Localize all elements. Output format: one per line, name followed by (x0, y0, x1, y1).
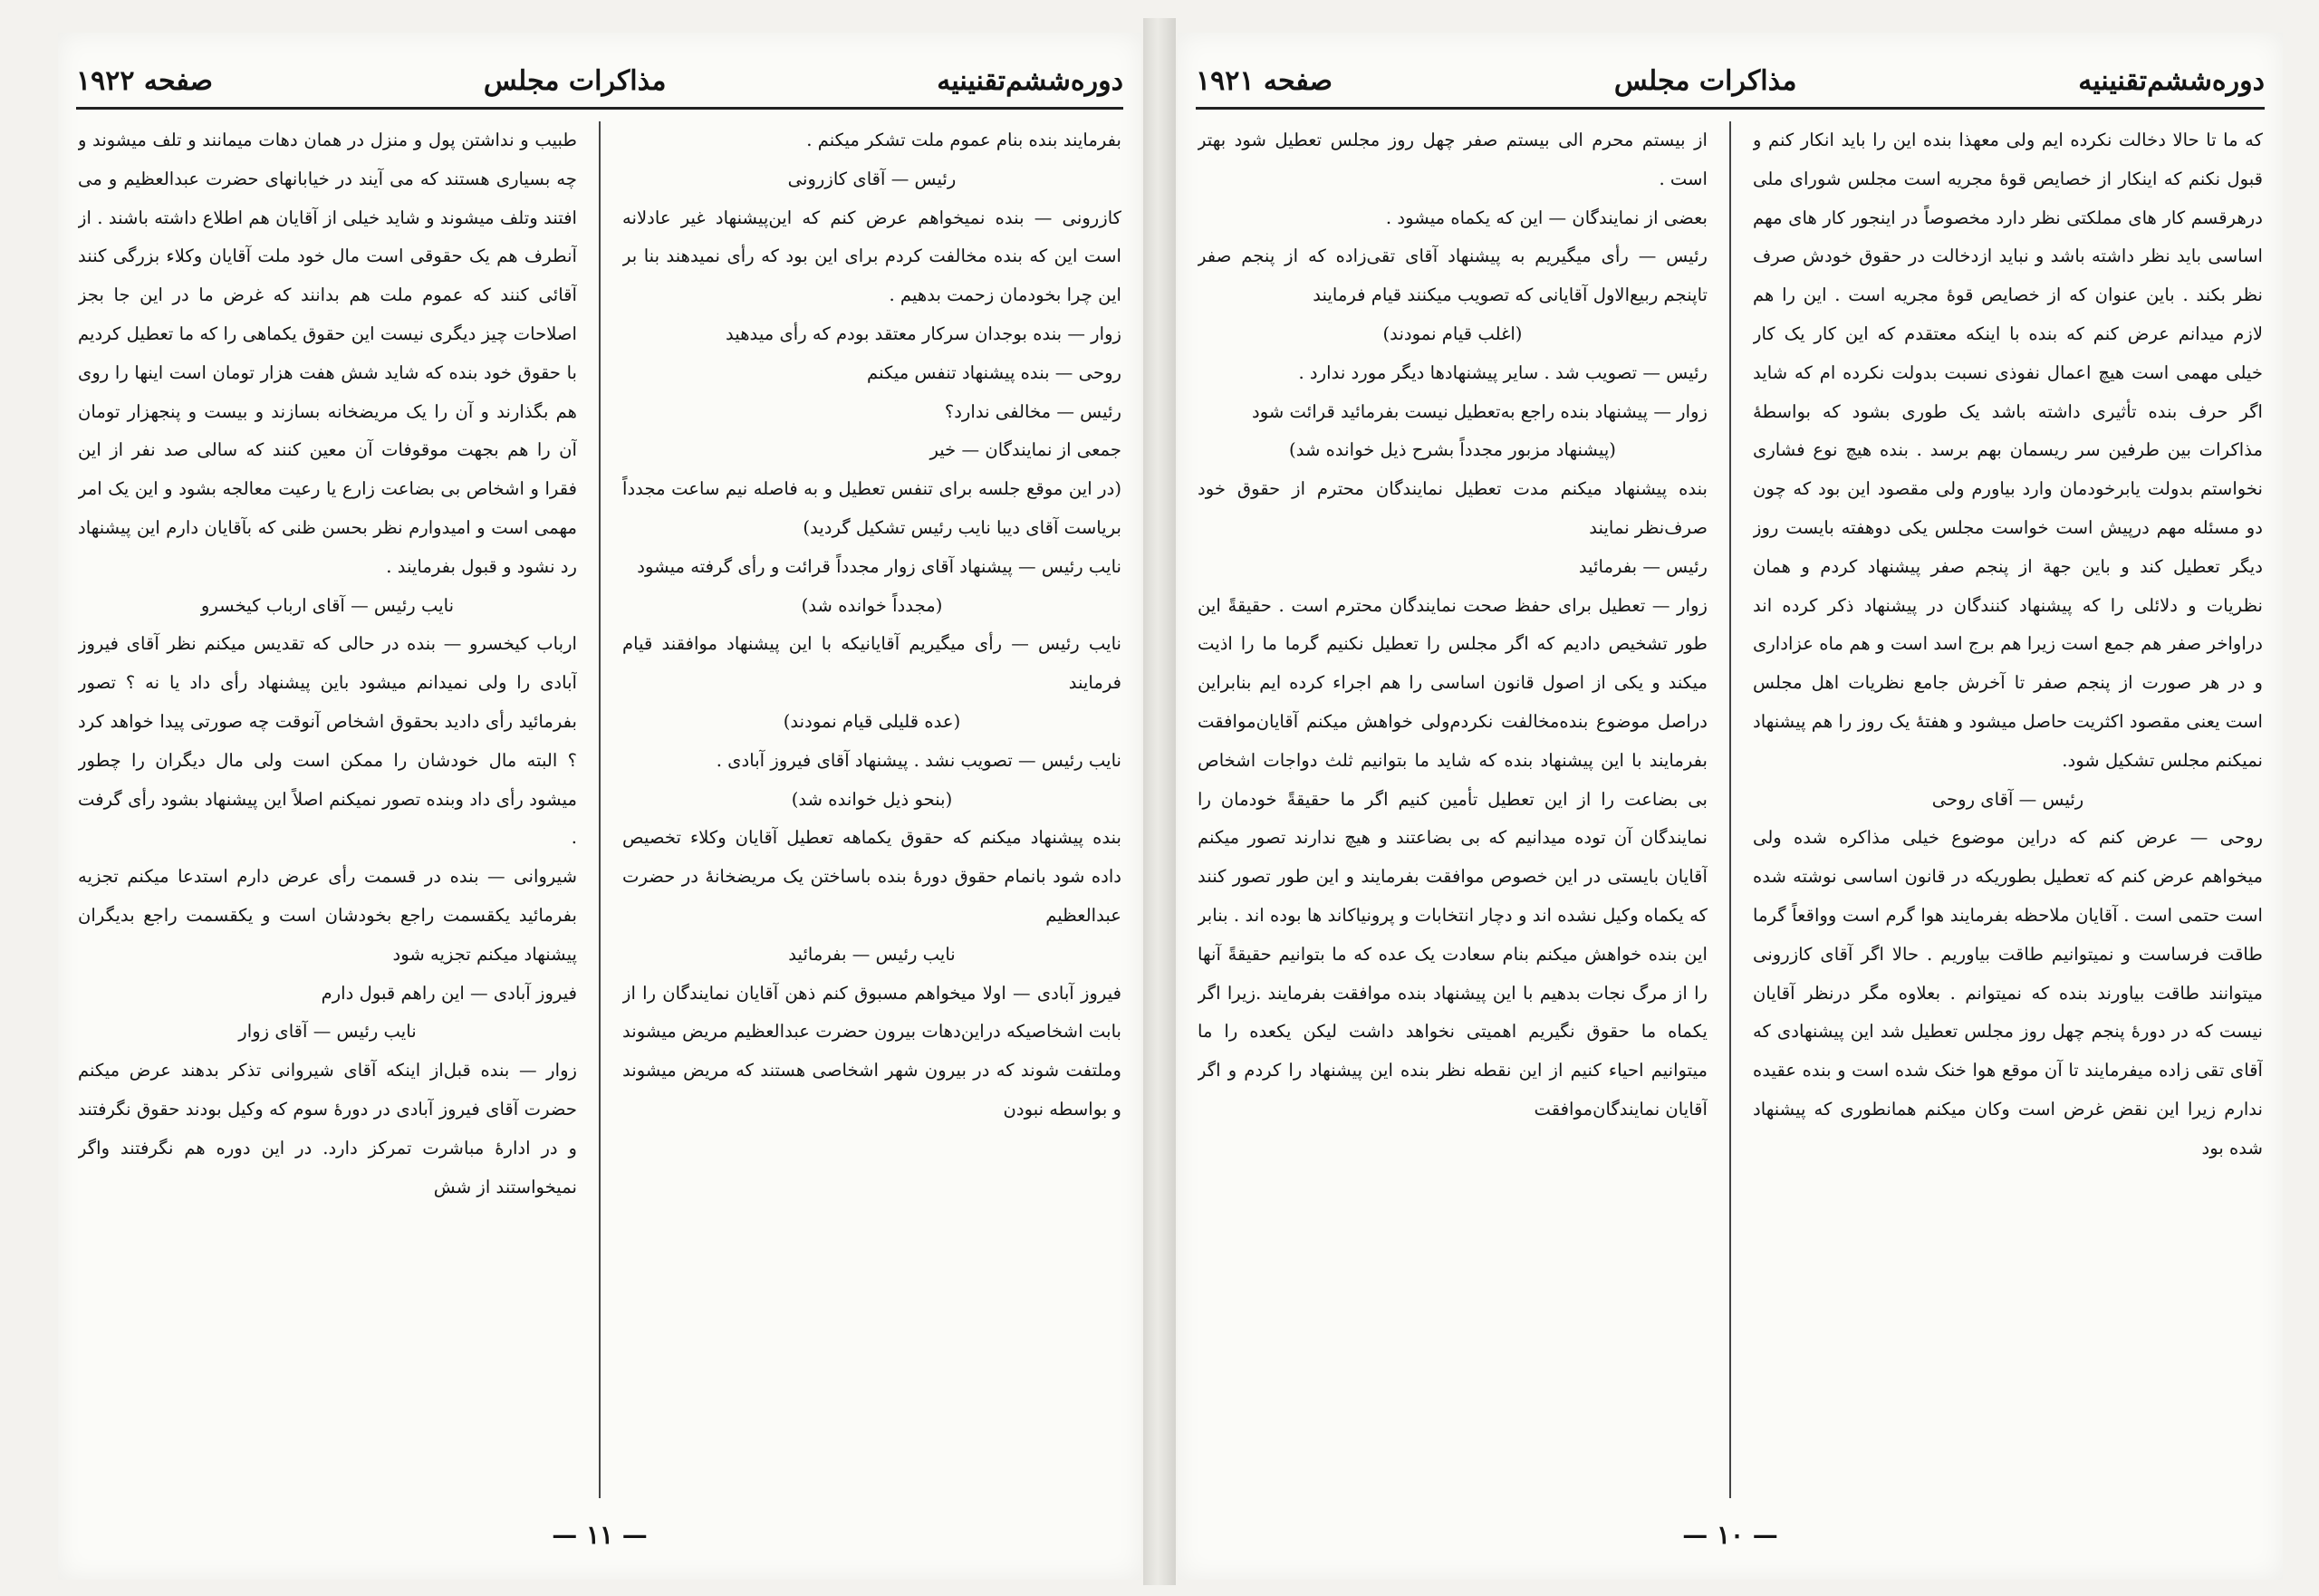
paragraph: کازرونی — بنده نمیخواهم عرض کنم که این‌پیشنهاد غیر عادلانه است این که بنده مخالفت کردم برای این بود که رأی نمیدهند بنا بر این چرا بخودمان زحمت بدهیم . (622, 207, 1121, 306)
paragraph: نایب رئیس — پیشنهاد آقای زوار مجدداً قرائت و رأی گرفته میشود (637, 555, 1121, 577)
paragraph: روحی — عرض کنم که دراین موضوع خیلی مذاکره شده ولی میخواهم عرض کنم که تعطیل بطوریکه در قانون اساسی نوشته شده است حتمی است . آقایان ملاحظه بفرمایند هوا گرم است وواقعاً گرما طاقت فرساست و نمیتوانیم طاقت بیاوریم . حالا اگر آقای کازرونی میتوانند طاقت بیاورند بنده که نمیتوانم . بعلاوه مگر درنظر آقایان نیست که در دورهٔ پنجم چهل روز مجلس تعطیل شد این پیشنهادی که آقای تقی زاده میفرمایند تا آن موقع هوا خنک شده است و بنده عقیده ندارم زیرا این نقض غرض است وکان میکنم همانطوری که پیشنهاد شده بود (1753, 827, 2263, 1159)
paragraph: بنده پیشنهاد میکنم مدت تعطیل نمایندگان محترم از حقوق خود صرف‌نظر نمایند (1198, 478, 1708, 538)
paragraph: شیروانی — بنده در قسمت رأی عرض دارم استدعا میکنم تجزیه بفرمائید یکقسمت راجع بخودشان است و یکقسمت راجع بدیگران پیشنهاد میکنم تجزیه شود (78, 866, 577, 965)
page-footer: — ۱۱ — (552, 1520, 648, 1550)
paragraph: زوار — بنده بوجدان سرکار معتقد بودم که رأی میدهید (726, 322, 1121, 344)
stage-direction: (اغلب قیام نمودند) (1382, 322, 1523, 344)
proceedings-title: مذاکرات مجلس (483, 64, 667, 97)
paragraph: بعضی از نمایندگان — این که یکماه میشود . (1385, 207, 1708, 228)
paragraph: زوار — تعطیل برای حفظ صحت نمایندگان محترم است . حقیقةً این طور تشخیص دادیم که اگر مجلس را تعطیل نکنیم گرما ما را اذیت میکند و یکی از اصول قانون اساسی را هم اجراء کرده ایم بنابراین دراصل موضوع بنده‌مخالفت نکردم‌ولی خواهش میکنم آقایان‌موافقت بفرمایند با این پیشنهاد بنده که شاید ما بتوانیم ثلث دواجات اشخاص بی بضاعت را از این تعطیل تأمین کنیم اگر ما حقیقةً خودمان را نمایندگان آن توده میدانیم که بی بضاعتند و هیچ ندارند تصور میکنم آقایان بایستی در این خصوص موافقت بفرمایند و این طور تصور کنند که یکماه وکیل نشده اند و دچار انتخابات و پرونیاکاند ها بوده اند . بنابر این بنده خواهش میکنم بنام سعادت یک عده که ما بتوانیم حقیقةً آنها را از مرگ نجات بدهیم با این پیشنهاد بنده موافقت بفرمایند .زیرا اگر یکماه ما حقوق نگیریم اهمیتی نخواهد داشت لیکن یکعده را ما میتوانیم احیاء کنیم از این نقطه نظر بنده این پیشنهاد را کردم و اگر آقایان نمایندگان‌موافقت (1198, 594, 1708, 1120)
paragraph: بنده پیشنهاد میکنم که حقوق یکماهه تعطیل آقایان وکلاء تخصیص داده شود بانمام حقوق دورهٔ بنده باساختن یک مریضخانهٔ در حضرت عبدالعظیم (622, 827, 1121, 926)
paragraph: جمعی از نمایندگان — خیر (929, 439, 1121, 461)
session-title: دوره‌ششم‌تقنینیه (937, 64, 1123, 97)
book-gutter (1143, 18, 1176, 1585)
speaker-heading: نایب رئیس — آقای زوار (238, 1021, 417, 1043)
paragraph: رئیس — بفرمائید (1578, 555, 1708, 577)
paragraph: فیروز آبادی — اولا میخواهم مسبوق کنم ذهن آقایان نمایندگان را از بابت اشخاصیکه دراین‌دهات بیرون حضرت عبدالعظیم مریض میشوند وملتفت شوند که در بیرون شهر اشخاصی هستند که مریض میشوند و بواسطه نبودن (622, 982, 1121, 1120)
speaker-heading: رئیس — آقای روحی (1931, 788, 2084, 810)
paragraph: (در این موقع جلسه برای تنفس تعطیل و به فاصله نیم ساعت مجدداً بریاست آقای دیبا نایب رئیس تشکیل گردید) (622, 478, 1121, 538)
paragraph: فیروز آبادی — این راهم قبول دارم (321, 982, 577, 1004)
paragraph: نایب رئیس — رأی میگیریم آقایانیکه با این پیشنهاد موافقند قیام فرمایند (622, 633, 1121, 694)
right-page-columns (1198, 121, 2263, 1498)
proceedings-title: مذاکرات مجلس (1613, 64, 1797, 97)
speaker-heading: نایب رئیس — آقای ارباب کیخسرو (200, 594, 455, 616)
paragraph: نایب رئیس — تصویب نشد . پیشنهاد آقای فیروز آبادی . (716, 749, 1121, 771)
page-footer: — ۱۰ — (1682, 1520, 1778, 1550)
page-number-label: صفحه ۱۹۲۱ (1196, 64, 1333, 97)
paragraph: از بیستم محرم الی بیستم صفر چهل روز مجلس تعطیل شود بهتر است . (1198, 130, 1708, 189)
paragraph: زوار — بنده قبل‌از اینکه آقای شیروانی تذکر بدهند عرض میکنم حضرت آقای فیروز آبادی در دورهٔ سوم که وکیل بودند حقوق نگرفتند و در ادارهٔ مباشرت تمرکز دارد. در این دوره هم نگرفتند واگر نمیخواستند از شش (78, 1060, 577, 1197)
right-page-header (1196, 54, 2265, 110)
column-divider (599, 121, 601, 1498)
paragraph: رئیس — تصویب شد . سایر پیشنهاد‌ها دیگر مورد ندارد . (1298, 361, 1708, 383)
paragraph: زوار — پیشنهاد بنده راجع به‌تعطیل نیست بفرمائید قرائت شود (1252, 400, 1708, 422)
stage-direction: (پیشنهاد مزبور مجدداً بشرح ذیل خوانده شد) (1289, 439, 1616, 461)
speaker-heading: نایب رئیس — بفرمائید (788, 943, 956, 965)
page-number-label: صفحه ۱۹۲۲ (76, 64, 213, 97)
text-column-left (1198, 121, 1708, 1498)
paragraph: بفرمایند بنده بنام عموم ملت تشکر میکنم . (806, 130, 1121, 150)
paragraph: روحی — بنده پیشنهاد تنفس میکنم (867, 361, 1121, 383)
session-title: دوره‌ششم‌تقنینیه (2078, 64, 2265, 97)
speaker-heading: رئیس — آقای کازرونی (787, 168, 957, 189)
paragraph: رئیس — مخالفی ندارد؟ (944, 400, 1121, 422)
paragraph: که ما تا حالا دخالت نکرده ایم ولی معهذا بنده این را باید انکار کنم و قبول نکنم که اینکار از خصایص قوهٔ مجریه است مجلس شورای ملی درهرقسم کار های مملکتی نظر دارد مخصوصاً در اینجور کار های مهم اساسی باید نظر داشته باشد و نباید ازدخالت در حقوق خودش صرف نظر بکند . باین عنوان که از خصایص قوهٔ مجریه است . این را هم لازم میدانم عرض کنم که بنده با اینکه معتقدم که این کار یک کار خیلی مهمی است هیچ اعمال نفوذی نسبت بدولت نکرده ام که شاید اگر حرف بنده تأثیری داشته باشد یک طوری بشود که بواسطهٔ مذاکرات بین طرفین سر ریسمان بهم برسد . بنده هیچ نوع فشاری نخواستم بدولت یابرخودمان وارد بیاورم ولی مقصود این بود که چون دو مسئله مهم درپیش است خواست مجلس یکی دوهفته بایست روز دیگر تعطیل کند و باین جهة از پنجم صفر پیشنهاد کردم و همان نظریات و دلائلی را که پیشنهاد کنندگان در پیشنهاد ذکر کرده اند دراواخر صفر هم جمع است زیرا هم برج اسد است و هم ماه عزاداری و در هر صورت از پنجم صفر تا آخرش جامع نظریات اهل مجلس است یعنی مقصود اکثریت حاصل میشود و هفتهٔ یک روز را هم پیشنهاد نمیکنم مجلس تشکیل شود. (1753, 130, 2263, 771)
right-page (1178, 33, 2283, 1580)
text-column-right (622, 121, 1121, 1498)
left-page-columns (78, 121, 1121, 1498)
stage-direction: (مجدداً خوانده شد) (801, 594, 943, 616)
text-column-left (78, 121, 577, 1498)
column-divider (1729, 121, 1731, 1498)
stage-direction: (بنحو ذیل خوانده شد) (791, 788, 953, 810)
stage-direction: (عده قلیلی قیام نمودند) (783, 710, 961, 732)
paragraph: ارباب کیخسرو — بنده در حالی که تقدیس میکنم نظر آقای فیروز آبادی را ولی نمیدانم میشود باین پیشنهاد رأی داد یا نه ؟ تصور بفرمائید رأی دادید بحقوق اشخاص آنوقت چه صورتی پیدا خواهد کرد ؟ البته مال خودشان را ممکن است ولی مال دیگران را چطور میشود رأی داد وبنده تصور نمیکنم اصلاً این پیشنهاد بشود رأی گرفت . (78, 633, 577, 849)
paragraph: رئیس — رأی میگیریم به پیشنهاد آقای تقی‌زاده که از پنجم صفر تاپنجم ربیع‌الاول آقایانی که تصویب میکنند قیام فرمایند (1198, 245, 1708, 306)
paragraph: طبیب و نداشتن پول و منزل در همان دهات میمانند و تلف میشوند و چه بسیاری هستند که می آیند در خیابانهای حضرت عبدالعظیم و می افتند وتلف میشوند و شاید خیلی از آقایان هم اطلاع داشته باشند . از آنطرف هم یک حقوقی است مال خود ملت آقایان وکلاء بزرگی کنند آقائی کنند که عموم ملت هم بدانند که غرض ما در این جا بجز اصلاحات چیز دیگری نیست این حقوق یکماهی را که ما تعطیل کردیم با حقوق خود بنده که شاید شش هفت هزار تومان است اینها را روی هم بگذارند و آن را یک مریضخانه بسازند و بیست و پنجهزار تومان آن را هم بجهت موقوفات آن معین کنند که سالی صد نفر از این فقرا و اشخاص بی بضاعت زارع یا رعیت معالجه بشود و این یک امر مهمی است و امیدوارم نظر بحسن ظنی که بآقایان دارم این پیشنهاد رد نشود و قبول بفرمایند . (78, 130, 577, 577)
left-page (58, 33, 1141, 1580)
text-column-right (1753, 121, 2263, 1498)
left-page-header (76, 54, 1123, 110)
